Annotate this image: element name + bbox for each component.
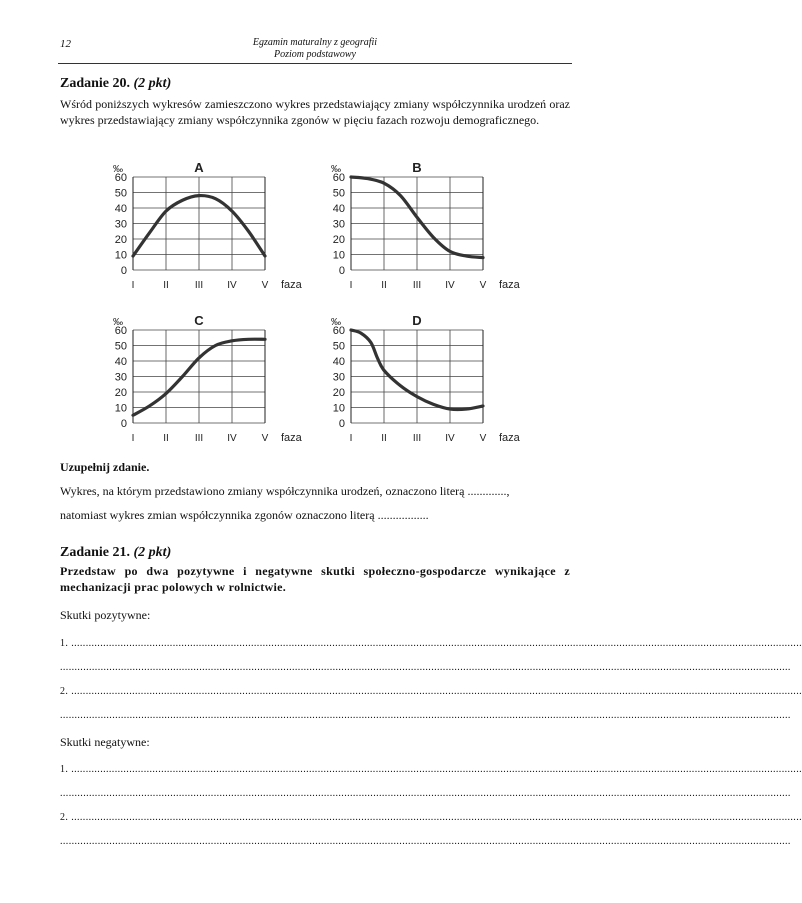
y-tick-label: 50 — [332, 340, 345, 353]
x-tick-label: IV — [445, 280, 455, 291]
task20-points: (2 pkt) — [133, 76, 172, 91]
y-tick-label: 10 — [114, 402, 127, 415]
y-tick-label: 50 — [114, 187, 127, 200]
x-tick-label: IV — [227, 433, 237, 444]
exam-level: Poziom podstawowy — [274, 49, 356, 60]
x-tick-label: III — [194, 433, 204, 444]
task20-instruction: Uzupełnij zdanie. — [60, 460, 150, 474]
chart-a — [100, 155, 315, 300]
dotted-line: ............................................................................................................................................................................................................................................................ — [60, 662, 791, 673]
x-axis-label: faza — [281, 432, 302, 444]
task21-points: (2 pkt) — [133, 545, 172, 560]
y-axis-label: ‰ — [113, 317, 123, 328]
y-tick-label: 40 — [114, 203, 127, 215]
dotted-line: ............................................................................................................................................................................................................................................................ — [71, 638, 802, 649]
task21-heading — [60, 545, 171, 561]
x-tick-label: II — [381, 433, 387, 444]
y-tick-label: 30 — [114, 371, 127, 384]
page-number: 12 — [60, 38, 71, 50]
task20-text: Wśród poniższych wykresów zamieszczono wykres przedstawiający zmiany współczynnika urodzeń oraz wykres przedstawiający zmiany współczynnika zgonów w pięciu fazach rozwoju demograficznego. — [60, 97, 570, 127]
y-tick-label: 40 — [332, 356, 345, 368]
task20-sentence-birth: Wykres, na którym przedstawiono zmiany współczynnika urodzeń, oznaczono literą ............., — [60, 484, 510, 498]
x-tick-label: V — [479, 280, 487, 291]
answer-line[interactable] — [60, 836, 791, 847]
answer-line[interactable] — [60, 686, 802, 697]
x-tick-label: V — [261, 433, 269, 444]
y-tick-label: 0 — [120, 418, 127, 430]
x-axis-label: faza — [499, 279, 520, 291]
item-number: 2. — [60, 812, 72, 823]
y-tick-label: 0 — [338, 418, 345, 430]
y-tick-label: 0 — [120, 265, 127, 277]
x-tick-label: IV — [227, 280, 237, 291]
y-axis-label: ‰ — [331, 317, 341, 328]
negative-effects-label: Skutki negatywne: — [60, 735, 150, 749]
chart-title: B — [412, 160, 422, 175]
answer-line[interactable] — [60, 788, 791, 799]
y-tick-label: 20 — [332, 387, 345, 399]
x-tick-label: II — [163, 280, 169, 291]
task20-title: Zadanie 20. — [60, 76, 131, 91]
item-number: 1. — [60, 764, 72, 775]
x-tick-label: III — [412, 280, 422, 291]
y-tick-label: 0 — [338, 265, 345, 277]
chart-title: C — [194, 313, 204, 328]
y-tick-label: 40 — [332, 203, 345, 215]
chart-d — [318, 308, 533, 453]
y-tick-label: 50 — [332, 187, 345, 200]
answer-line[interactable] — [60, 812, 802, 823]
exam-title: Egzamin maturalny z geografii — [252, 37, 378, 48]
x-tick-label: II — [381, 280, 387, 291]
y-tick-label: 60 — [332, 172, 345, 184]
x-tick-label: III — [194, 280, 204, 291]
y-tick-label: 60 — [332, 325, 345, 337]
x-tick-label: IV — [445, 433, 455, 444]
chart-c — [100, 308, 315, 453]
positive-effects-label: Skutki pozytywne: — [60, 608, 151, 622]
y-tick-label: 60 — [114, 172, 127, 184]
x-tick-label: III — [412, 433, 422, 444]
chart-svg — [318, 155, 533, 295]
y-axis-label: ‰ — [113, 164, 123, 175]
task20-heading — [60, 76, 171, 92]
y-tick-label: 30 — [114, 218, 127, 231]
answer-line[interactable] — [60, 638, 802, 649]
y-axis-label: ‰ — [331, 164, 341, 175]
x-tick-label: I — [349, 433, 353, 444]
y-tick-label: 60 — [114, 325, 127, 337]
dotted-line: ............................................................................................................................................................................................................................................................ — [71, 686, 802, 697]
task21-text: Przedstaw po dwa pozytywne i negatywne skutki społeczno-gospodarcze wynikające z mechanizacji prac polowych w rolnictwie. — [60, 564, 570, 594]
x-tick-label: I — [131, 280, 135, 291]
answer-line[interactable] — [60, 764, 802, 775]
y-tick-label: 20 — [332, 234, 345, 246]
y-tick-label: 40 — [114, 356, 127, 368]
y-tick-label: 30 — [332, 371, 345, 384]
chart-title: A — [194, 160, 204, 175]
y-tick-label: 20 — [114, 387, 127, 399]
x-axis-label: faza — [281, 279, 302, 291]
chart-svg — [100, 155, 315, 295]
dotted-line: ............................................................................................................................................................................................................................................................ — [60, 788, 791, 799]
y-tick-label: 10 — [114, 249, 127, 262]
x-tick-label: I — [349, 280, 353, 291]
y-tick-label: 10 — [332, 249, 345, 262]
chart-b — [318, 155, 533, 300]
task20-sentence-death: natomiast wykres zmian współczynnika zgonów oznaczono literą ................. — [60, 508, 429, 522]
y-tick-label: 10 — [332, 402, 345, 415]
item-number: 2. — [60, 686, 72, 697]
x-tick-label: I — [131, 433, 135, 444]
answer-line[interactable] — [60, 710, 791, 721]
dotted-line: ............................................................................................................................................................................................................................................................ — [71, 812, 802, 823]
x-tick-label: V — [261, 280, 269, 291]
x-tick-label: V — [479, 433, 487, 444]
item-number: 1. — [60, 638, 72, 649]
y-tick-label: 30 — [332, 218, 345, 231]
dotted-line: ............................................................................................................................................................................................................................................................ — [60, 710, 791, 721]
header-divider — [58, 63, 572, 64]
chart-svg — [100, 308, 315, 448]
x-tick-label: II — [163, 433, 169, 444]
chart-title: D — [412, 313, 422, 328]
header-title — [220, 37, 410, 61]
x-axis-label: faza — [499, 432, 520, 444]
dotted-line: ............................................................................................................................................................................................................................................................ — [71, 764, 802, 775]
chart-svg — [318, 308, 533, 448]
y-tick-label: 20 — [114, 234, 127, 246]
answer-line[interactable] — [60, 662, 791, 673]
y-tick-label: 50 — [114, 340, 127, 353]
task21-title: Zadanie 21. — [60, 545, 131, 560]
dotted-line: ............................................................................................................................................................................................................................................................ — [60, 836, 791, 847]
